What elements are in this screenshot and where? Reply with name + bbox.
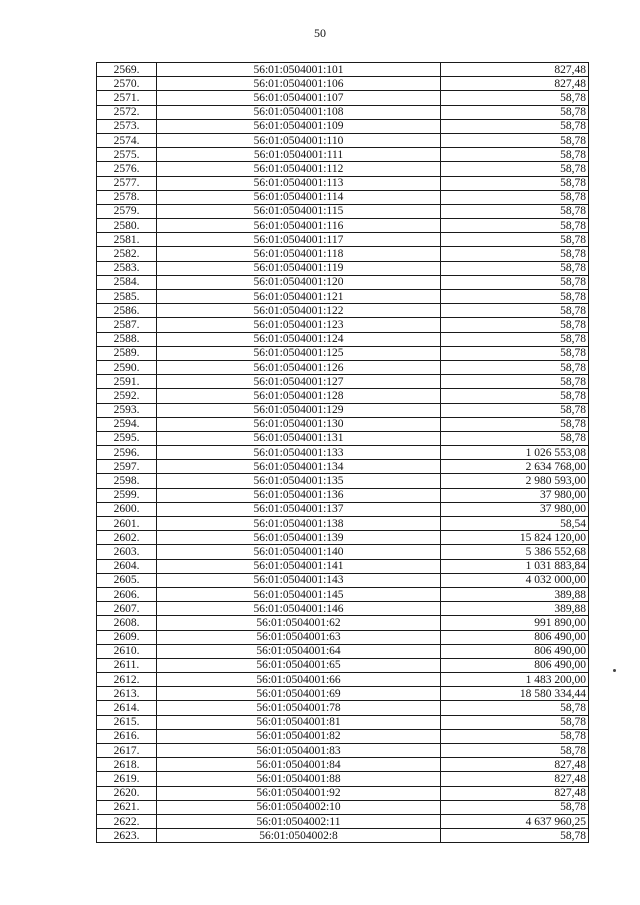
table-row — [97, 559, 589, 573]
table-row — [97, 758, 589, 772]
row-number-cell: 2592. — [97, 389, 157, 403]
table-row — [97, 148, 589, 162]
row-number-cell: 2605. — [97, 573, 157, 587]
row-number-cell: 2615. — [97, 715, 157, 729]
cadastral-number-cell: 56:01:0504001:107 — [157, 91, 441, 105]
value-cell: 37 980,00 — [441, 502, 589, 516]
value-cell: 58,78 — [441, 148, 589, 162]
row-number-cell: 2599. — [97, 488, 157, 502]
value-cell: 58,78 — [441, 744, 589, 758]
row-number-cell: 2598. — [97, 474, 157, 488]
table-row — [97, 133, 589, 147]
value-cell: 58,78 — [441, 346, 589, 360]
cadastral-number-cell: 56:01:0504001:145 — [157, 587, 441, 601]
value-cell: 58,78 — [441, 133, 589, 147]
table-row — [97, 531, 589, 545]
row-number-cell: 2609. — [97, 630, 157, 644]
cadastral-number-cell: 56:01:0504001:119 — [157, 261, 441, 275]
cadastral-number-cell: 56:01:0504001:137 — [157, 502, 441, 516]
value-cell: 827,48 — [441, 758, 589, 772]
value-cell: 58,78 — [441, 701, 589, 715]
cadastral-number-cell: 56:01:0504001:111 — [157, 148, 441, 162]
cadastral-number-cell: 56:01:0504001:64 — [157, 644, 441, 658]
row-number-cell: 2574. — [97, 133, 157, 147]
cadastral-number-cell: 56:01:0504001:92 — [157, 786, 441, 800]
cadastral-number-cell: 56:01:0504001:82 — [157, 729, 441, 743]
cadastral-number-cell: 56:01:0504001:146 — [157, 602, 441, 616]
cadastral-number-cell: 56:01:0504001:110 — [157, 133, 441, 147]
row-number-cell: 2585. — [97, 290, 157, 304]
table-row — [97, 119, 589, 133]
cadastral-number-cell: 56:01:0504001:129 — [157, 403, 441, 417]
table-row — [97, 162, 589, 176]
value-cell: 58,78 — [441, 219, 589, 233]
row-number-cell: 2600. — [97, 502, 157, 516]
page-number: 50 — [314, 26, 326, 40]
value-cell: 4 032 000,00 — [441, 573, 589, 587]
cadastral-number-cell: 56:01:0504001:143 — [157, 573, 441, 587]
row-number-cell: 2604. — [97, 559, 157, 573]
row-number-cell: 2597. — [97, 460, 157, 474]
value-cell: 827,48 — [441, 772, 589, 786]
row-number-cell: 2593. — [97, 403, 157, 417]
value-cell: 806 490,00 — [441, 644, 589, 658]
table-row — [97, 545, 589, 559]
table-row — [97, 63, 589, 77]
value-cell: 827,48 — [441, 786, 589, 800]
row-number-cell: 2569. — [97, 63, 157, 77]
table-row — [97, 587, 589, 601]
cadastral-number-cell: 56:01:0504001:108 — [157, 105, 441, 119]
row-number-cell: 2579. — [97, 204, 157, 218]
value-cell: 58,78 — [441, 190, 589, 204]
row-number-cell: 2581. — [97, 233, 157, 247]
table-row — [97, 77, 589, 91]
row-number-cell: 2623. — [97, 829, 157, 843]
cadastral-number-cell: 56:01:0504001:65 — [157, 658, 441, 672]
cadastral-number-cell: 56:01:0504001:124 — [157, 332, 441, 346]
row-number-cell: 2611. — [97, 658, 157, 672]
value-cell: 58,78 — [441, 162, 589, 176]
table-row — [97, 389, 589, 403]
row-number-cell: 2571. — [97, 91, 157, 105]
table-row — [97, 375, 589, 389]
row-number-cell: 2607. — [97, 602, 157, 616]
table-row — [97, 446, 589, 460]
table-row — [97, 829, 589, 843]
value-cell: 806 490,00 — [441, 658, 589, 672]
table-row — [97, 800, 589, 814]
cadastral-number-cell: 56:01:0504001:106 — [157, 77, 441, 91]
value-cell: 18 580 334,44 — [441, 687, 589, 701]
table-row — [97, 673, 589, 687]
value-cell: 2 634 768,00 — [441, 460, 589, 474]
cadastral-number-cell: 56:01:0504001:109 — [157, 119, 441, 133]
table-row — [97, 176, 589, 190]
cadastral-number-cell: 56:01:0504001:63 — [157, 630, 441, 644]
row-number-cell: 2616. — [97, 729, 157, 743]
value-cell: 58,78 — [441, 176, 589, 190]
value-cell: 58,78 — [441, 261, 589, 275]
table-row — [97, 360, 589, 374]
value-cell: 1 483 200,00 — [441, 673, 589, 687]
cadastral-number-cell: 56:01:0504001:140 — [157, 545, 441, 559]
row-number-cell: 2572. — [97, 105, 157, 119]
table-row — [97, 729, 589, 743]
value-cell: 58,78 — [441, 290, 589, 304]
cadastral-number-cell: 56:01:0504001:84 — [157, 758, 441, 772]
cadastral-value-table — [96, 62, 589, 843]
table-row — [97, 290, 589, 304]
table-row — [97, 247, 589, 261]
row-number-cell: 2570. — [97, 77, 157, 91]
cadastral-number-cell: 56:01:0504001:130 — [157, 417, 441, 431]
row-number-cell: 2575. — [97, 148, 157, 162]
row-number-cell: 2610. — [97, 644, 157, 658]
cadastral-number-cell: 56:01:0504002:11 — [157, 814, 441, 828]
value-cell: 58,78 — [441, 332, 589, 346]
table-row — [97, 417, 589, 431]
cadastral-number-cell: 56:01:0504001:122 — [157, 304, 441, 318]
row-number-cell: 2603. — [97, 545, 157, 559]
row-number-cell: 2587. — [97, 318, 157, 332]
table-row — [97, 644, 589, 658]
cadastral-number-cell: 56:01:0504001:112 — [157, 162, 441, 176]
cadastral-number-cell: 56:01:0504001:101 — [157, 63, 441, 77]
cadastral-number-cell: 56:01:0504001:141 — [157, 559, 441, 573]
value-cell: 58,54 — [441, 517, 589, 531]
table-row — [97, 772, 589, 786]
value-cell: 58,78 — [441, 431, 589, 445]
value-cell: 991 890,00 — [441, 616, 589, 630]
cadastral-number-cell: 56:01:0504002:8 — [157, 829, 441, 843]
table-row — [97, 204, 589, 218]
cadastral-number-cell: 56:01:0504001:133 — [157, 446, 441, 460]
value-cell: 58,78 — [441, 275, 589, 289]
row-number-cell: 2602. — [97, 531, 157, 545]
cadastral-number-cell: 56:01:0504001:131 — [157, 431, 441, 445]
table-row — [97, 403, 589, 417]
row-number-cell: 2583. — [97, 261, 157, 275]
row-number-cell: 2612. — [97, 673, 157, 687]
row-number-cell: 2613. — [97, 687, 157, 701]
value-cell: 389,88 — [441, 602, 589, 616]
cadastral-number-cell: 56:01:0504001:66 — [157, 673, 441, 687]
cadastral-number-cell: 56:01:0504001:128 — [157, 389, 441, 403]
table-row — [97, 814, 589, 828]
cadastral-number-cell: 56:01:0504001:126 — [157, 360, 441, 374]
row-number-cell: 2573. — [97, 119, 157, 133]
table-row — [97, 502, 589, 516]
table-row — [97, 460, 589, 474]
cadastral-number-cell: 56:01:0504001:83 — [157, 744, 441, 758]
row-number-cell: 2601. — [97, 517, 157, 531]
table-row — [97, 602, 589, 616]
table-row — [97, 786, 589, 800]
cadastral-number-cell: 56:01:0504001:78 — [157, 701, 441, 715]
value-cell: 58,78 — [441, 389, 589, 403]
row-number-cell: 2591. — [97, 375, 157, 389]
table-row — [97, 332, 589, 346]
row-number-cell: 2582. — [97, 247, 157, 261]
table-row — [97, 190, 589, 204]
row-number-cell: 2594. — [97, 417, 157, 431]
value-cell: 58,78 — [441, 119, 589, 133]
cadastral-number-cell: 56:01:0504001:116 — [157, 219, 441, 233]
value-cell: 1 026 553,08 — [441, 446, 589, 460]
cadastral-number-cell: 56:01:0504001:114 — [157, 190, 441, 204]
table-row — [97, 304, 589, 318]
row-number-cell: 2621. — [97, 800, 157, 814]
cadastral-number-cell: 56:01:0504001:69 — [157, 687, 441, 701]
value-cell: 58,78 — [441, 233, 589, 247]
value-cell: 827,48 — [441, 77, 589, 91]
row-number-cell: 2580. — [97, 219, 157, 233]
value-cell: 389,88 — [441, 587, 589, 601]
cadastral-number-cell: 56:01:0504001:125 — [157, 346, 441, 360]
table-row — [97, 517, 589, 531]
table-row — [97, 261, 589, 275]
cadastral-number-cell: 56:01:0504001:88 — [157, 772, 441, 786]
table-row — [97, 658, 589, 672]
cadastral-number-cell: 56:01:0504001:127 — [157, 375, 441, 389]
row-number-cell: 2590. — [97, 360, 157, 374]
value-cell: 58,78 — [441, 800, 589, 814]
cadastral-number-cell: 56:01:0504001:139 — [157, 531, 441, 545]
row-number-cell: 2614. — [97, 701, 157, 715]
value-cell: 4 637 960,25 — [441, 814, 589, 828]
cadastral-number-cell: 56:01:0504001:121 — [157, 290, 441, 304]
table-row — [97, 431, 589, 445]
table-row — [97, 346, 589, 360]
cadastral-number-cell: 56:01:0504001:120 — [157, 275, 441, 289]
row-number-cell: 2608. — [97, 616, 157, 630]
cadastral-number-cell: 56:01:0504001:136 — [157, 488, 441, 502]
cadastral-number-cell: 56:01:0504002:10 — [157, 800, 441, 814]
value-cell: 806 490,00 — [441, 630, 589, 644]
cadastral-number-cell: 56:01:0504001:135 — [157, 474, 441, 488]
table-row — [97, 701, 589, 715]
table-row — [97, 573, 589, 587]
table-row — [97, 318, 589, 332]
table-row — [97, 715, 589, 729]
cadastral-number-cell: 56:01:0504001:123 — [157, 318, 441, 332]
table-row — [97, 744, 589, 758]
row-number-cell: 2620. — [97, 786, 157, 800]
value-cell: 58,78 — [441, 91, 589, 105]
cadastral-number-cell: 56:01:0504001:62 — [157, 616, 441, 630]
value-cell: 58,78 — [441, 715, 589, 729]
row-number-cell: 2596. — [97, 446, 157, 460]
row-number-cell: 2622. — [97, 814, 157, 828]
row-number-cell: 2588. — [97, 332, 157, 346]
row-number-cell: 2618. — [97, 758, 157, 772]
value-cell: 58,78 — [441, 204, 589, 218]
table-body — [97, 63, 589, 843]
table-row — [97, 630, 589, 644]
value-cell: 2 980 593,00 — [441, 474, 589, 488]
table-row — [97, 105, 589, 119]
row-number-cell: 2586. — [97, 304, 157, 318]
cadastral-number-cell: 56:01:0504001:118 — [157, 247, 441, 261]
cadastral-number-cell: 56:01:0504001:113 — [157, 176, 441, 190]
row-number-cell: 2577. — [97, 176, 157, 190]
cadastral-number-cell: 56:01:0504001:115 — [157, 204, 441, 218]
row-number-cell: 2617. — [97, 744, 157, 758]
row-number-cell: 2619. — [97, 772, 157, 786]
value-cell: 58,78 — [441, 247, 589, 261]
row-number-cell: 2589. — [97, 346, 157, 360]
row-number-cell: 2584. — [97, 275, 157, 289]
scan-speck — [613, 669, 616, 672]
table-row — [97, 233, 589, 247]
cadastral-number-cell: 56:01:0504001:117 — [157, 233, 441, 247]
table-row — [97, 687, 589, 701]
value-cell: 5 386 552,68 — [441, 545, 589, 559]
value-cell: 1 031 883,84 — [441, 559, 589, 573]
row-number-cell: 2595. — [97, 431, 157, 445]
value-cell: 58,78 — [441, 318, 589, 332]
value-cell: 58,78 — [441, 304, 589, 318]
table-row — [97, 91, 589, 105]
value-cell: 58,78 — [441, 375, 589, 389]
value-cell: 15 824 120,00 — [441, 531, 589, 545]
value-cell: 37 980,00 — [441, 488, 589, 502]
table-row — [97, 275, 589, 289]
cadastral-number-cell: 56:01:0504001:134 — [157, 460, 441, 474]
table-row — [97, 474, 589, 488]
value-cell: 827,48 — [441, 63, 589, 77]
value-cell: 58,78 — [441, 105, 589, 119]
cadastral-number-cell: 56:01:0504001:81 — [157, 715, 441, 729]
table-row — [97, 616, 589, 630]
row-number-cell: 2606. — [97, 587, 157, 601]
row-number-cell: 2578. — [97, 190, 157, 204]
value-cell: 58,78 — [441, 403, 589, 417]
value-cell: 58,78 — [441, 829, 589, 843]
value-cell: 58,78 — [441, 729, 589, 743]
row-number-cell: 2576. — [97, 162, 157, 176]
table-row — [97, 488, 589, 502]
value-cell: 58,78 — [441, 417, 589, 431]
table-row — [97, 219, 589, 233]
value-cell: 58,78 — [441, 360, 589, 374]
cadastral-number-cell: 56:01:0504001:138 — [157, 517, 441, 531]
